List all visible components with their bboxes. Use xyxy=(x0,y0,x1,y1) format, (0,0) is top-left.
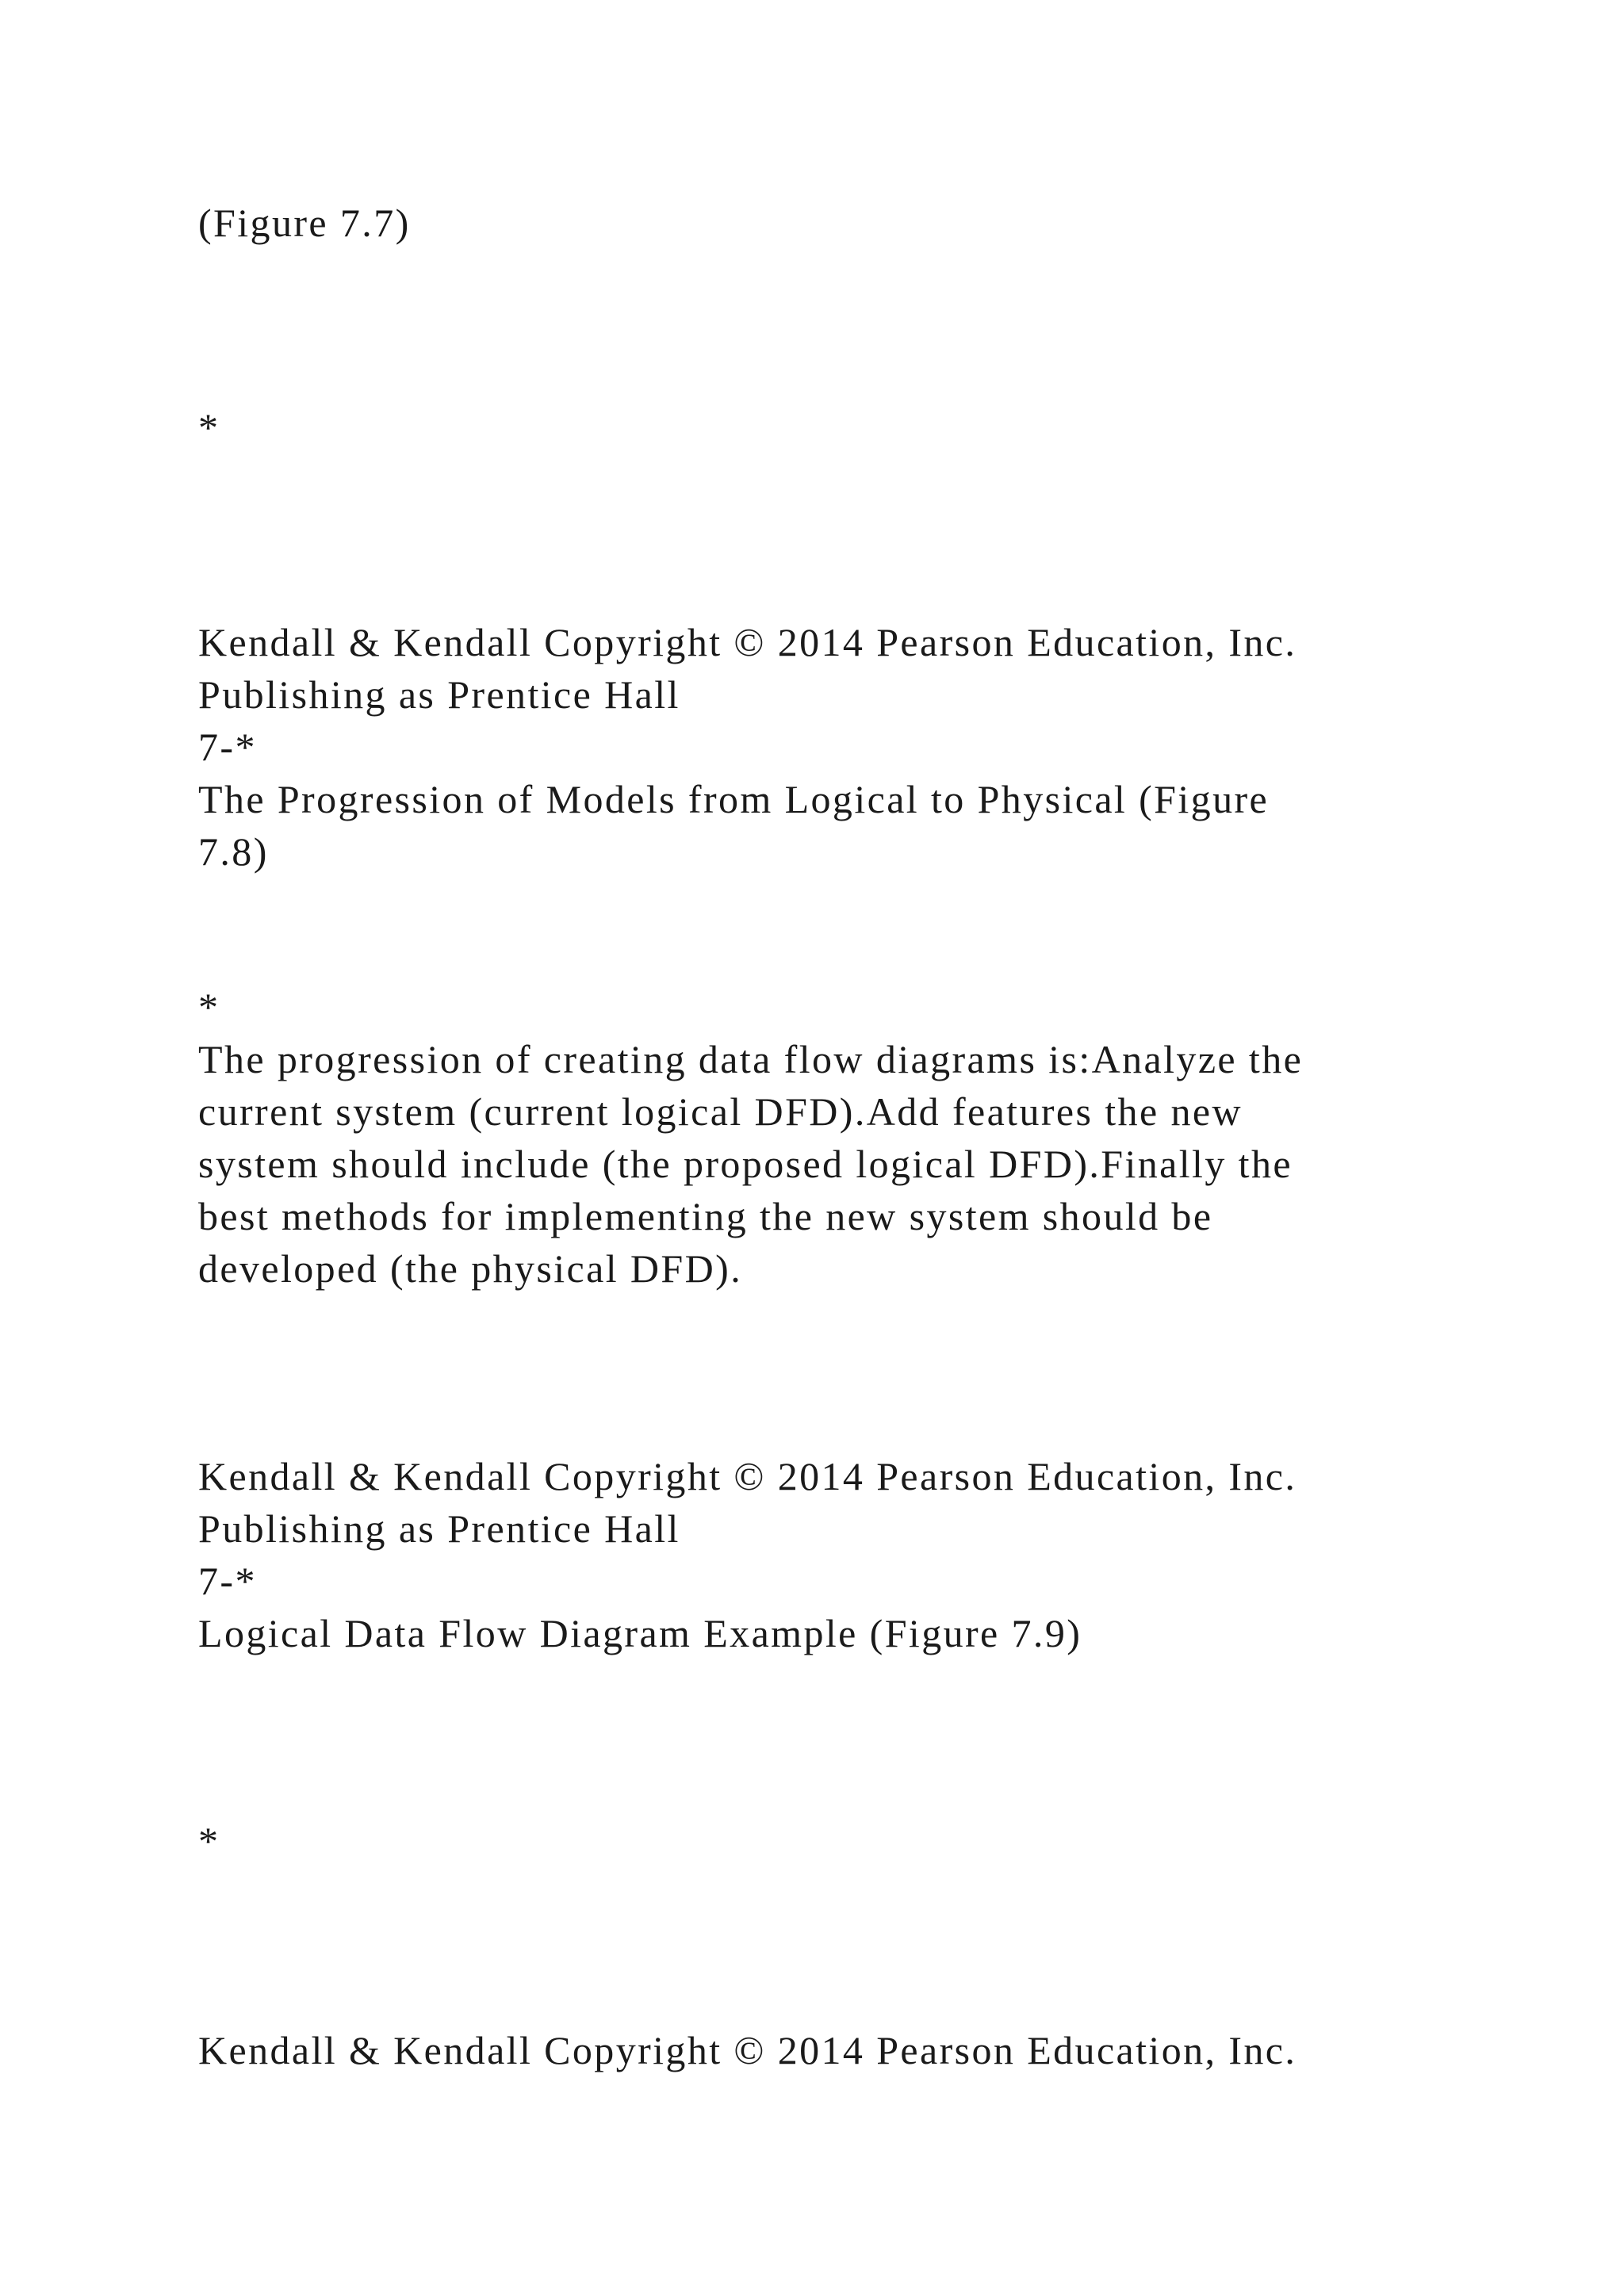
body-text-line: best methods for implementing the new system should be xyxy=(198,1194,1213,1238)
copyright-line: Kendall & Kendall Copyright © 2014 Pearson Education, Inc. xyxy=(198,2028,1297,2072)
slide-number: 7-* xyxy=(198,1559,257,1603)
body-text-line: The progression of creating data flow diagrams is:Analyze the xyxy=(198,1037,1304,1081)
section-title: Logical Data Flow Diagram Example (Figure 7.9) xyxy=(198,1611,1082,1655)
slide-number: 7-* xyxy=(198,725,257,769)
copyright-line: Kendall & Kendall Copyright © 2014 Pearson Education, Inc. xyxy=(198,620,1297,664)
body-text-line: system should include (the proposed logical DFD).Finally the xyxy=(198,1142,1293,1186)
bullet-marker: * xyxy=(198,405,220,450)
publisher-line: Publishing as Prentice Hall xyxy=(198,672,680,717)
bullet-marker: * xyxy=(198,985,220,1029)
body-text-line: current system (current logical DFD).Add features the new xyxy=(198,1089,1243,1134)
body-text-line: developed (the physical DFD). xyxy=(198,1246,743,1291)
section-title-continued: 7.8) xyxy=(198,829,269,874)
bullet-marker: * xyxy=(198,1819,220,1863)
section-title: The Progression of Models from Logical to Physical (Figure xyxy=(198,777,1270,821)
figure-reference: (Figure 7.7) xyxy=(198,201,411,245)
copyright-line: Kendall & Kendall Copyright © 2014 Pearson Education, Inc. xyxy=(198,1454,1297,1498)
publisher-line: Publishing as Prentice Hall xyxy=(198,1506,680,1551)
